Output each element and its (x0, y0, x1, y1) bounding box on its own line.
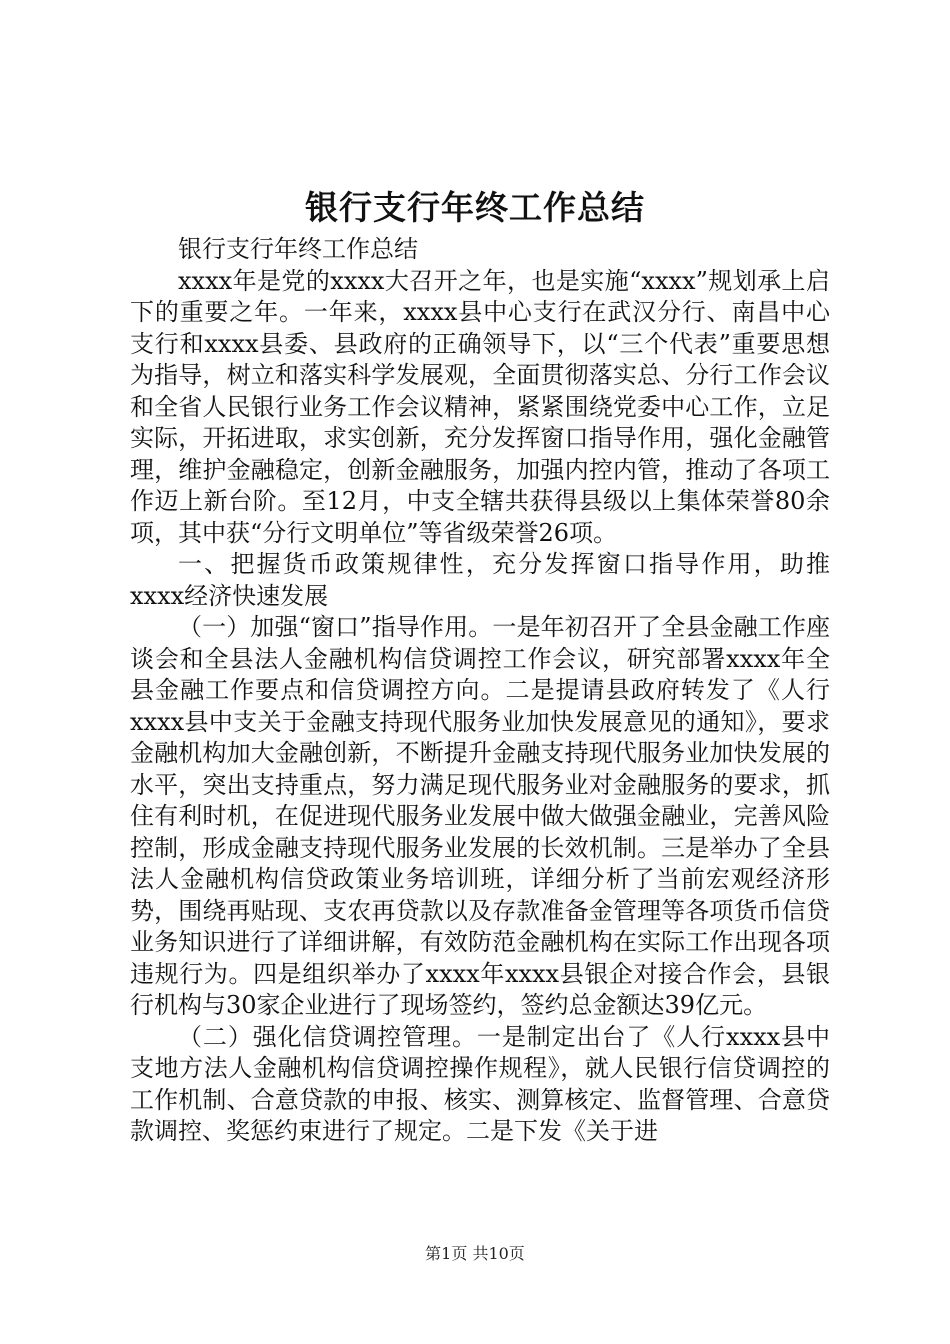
paragraph-window-guidance: （一）加强“窗口”指导作用。一是年初召开了全县金融工作座谈会和全县法人金融机构信贷调控工作会议，研究部署xxxx年全县金融工作要点和信贷调控方向。二是提请县政府转发了《人行xxxx县中支关于金融支持现代服务业加快发展意见的通知》，要求金融机构加大金融创新，不断提升金融支持现代服务业加快发展的水平，突出支持重点，努力满足现代服务业对金融服务的要求，抓住有利时机，在促进现代服务业发展中做大做强金融业，完善风险控制，形成金融支持现代服务业发展的长效机制。三是举办了全县法人金融机构信贷政策业务培训班，详细分析了当前宏观经济形势，围绕再贴现、支农再贷款以及存款准备金管理等各项货币信贷业务知识进行了详细讲解，有效防范金融机构在实际工作出现各项违规行为。四是组织举办了xxxx年xxxx县银企对接合作会，县银行机构与30家企业进行了现场签约，签约总金额达39亿元。 (130, 613, 830, 1019)
document-body (130, 234, 830, 1148)
paragraph-subtitle: 银行支行年终工作总结 (178, 235, 418, 263)
paragraph-credit-control: （二）强化信贷调控管理。一是制定出台了《人行xxxx县中支地方法人金融机构信贷调控操作规程》，就人民银行信贷调控的工作机制、合意贷款的申报、核实、测算核定、监督管理、合意贷款调控、奖惩约束进行了规定。二是下发《关于进 (130, 1022, 830, 1145)
document-title: 银行支行年终工作总结 (305, 188, 645, 227)
page-footer: 第1页 共10页 (425, 1244, 525, 1263)
section-heading-1: 一、把握货币政策规律性，充分发挥窗口指导作用，助推xxxx经济快速发展 (130, 550, 830, 610)
paragraph-intro: xxxx年是党的xxxx大召开之年，也是实施“xxxx”规划承上启下的重要之年。一年来，xxxx县中心支行在武汉分行、南昌中心支行和xxxx县委、县政府的正确领导下，以“三个代表”重要思想为指导，树立和落实科学发展观，全面贯彻落实总、分行工作会议和全省人民银行业务工作会议精神，紧紧围绕党委中心工作，立足实际，开拓进取，求实创新，充分发挥窗口指导作用，强化金融管理，维护金融稳定，创新金融服务，加强内控内管，推动了各项工作迈上新台阶。至12月，中支全辖共获得县级以上集体荣誉80余项，其中获“分行文明单位”等省级荣誉26项。 (130, 266, 830, 547)
